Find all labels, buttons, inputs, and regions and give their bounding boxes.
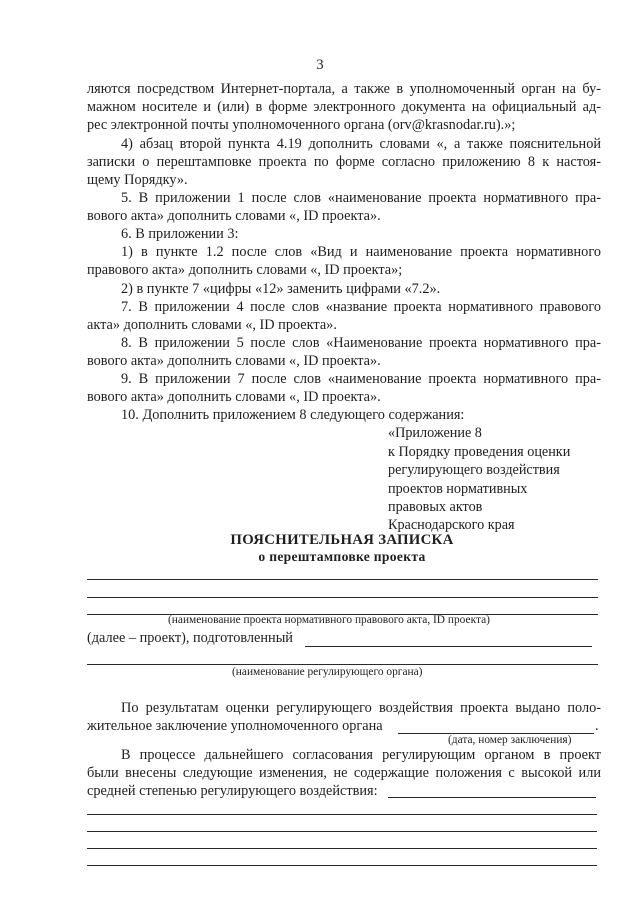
prepared-by-label: (далее – проект), подготовленный xyxy=(87,630,293,646)
result-line1: По результатам оценки регулирующего воздействия проекта выдано поло- xyxy=(121,700,601,716)
body-p1-line1: ляются посредством Интернет-портала, а также в уполномоченный орган на бу- xyxy=(87,81,601,97)
appendix-line6: Краснодарского края xyxy=(388,517,515,533)
body-p5-line2: правового акта» дополнить словами «, ID проекта»; xyxy=(87,262,403,278)
body-p3-line2: вового акта» дополнить словами «, ID проекта». xyxy=(87,208,381,224)
changes-line2: были внесены следующие изменения, не содержащие положения с высокой или xyxy=(87,765,601,781)
result-line2: жительное заключение уполномоченного органа xyxy=(87,718,383,734)
blank-line-changes-2[interactable] xyxy=(87,831,597,832)
body-p6-line1: 2) в пункте 7 «цифры «12» заменить цифрами «7.2». xyxy=(121,281,441,297)
blank-line-prepared-by[interactable] xyxy=(305,646,592,647)
body-p2-line1: 4) абзац второй пункта 4.19 дополнить словами «, а также пояснительной xyxy=(121,136,601,152)
blank-line-changes-1[interactable] xyxy=(87,814,597,815)
page-number: 3 xyxy=(316,57,324,73)
result-end-dot: . xyxy=(595,718,599,734)
blank-line-changes-4[interactable] xyxy=(87,865,597,866)
blank-line-organ[interactable] xyxy=(87,664,598,665)
changes-line3: средней степенью регулирующего воздействия: xyxy=(87,783,378,799)
blank-line-project-1[interactable] xyxy=(87,579,598,580)
blank-line-project-2[interactable] xyxy=(87,597,598,598)
body-p5-line1: 1) в пункте 1.2 после слов «Вид и наименование проекта нормативного xyxy=(121,244,601,260)
appendix-line4: проектов нормативных xyxy=(388,481,528,497)
appendix-line3: регулирующего воздействия xyxy=(388,462,560,478)
blank-line-changes-0[interactable] xyxy=(388,797,596,798)
caption-date: (дата, номер заключения) xyxy=(448,734,572,746)
blank-line-changes-3[interactable] xyxy=(87,848,597,849)
body-p2-line2: записки о перештамповке проекта по форме согласно приложению 8 к настоя- xyxy=(87,154,601,170)
caption-project: (наименование проекта нормативного правового акта, ID проекта) xyxy=(168,614,490,626)
changes-line1: В процессе дальнейшего согласования регулирующим органом в проект xyxy=(121,747,601,763)
note-title: ПОЯСНИТЕЛЬНАЯ ЗАПИСКА xyxy=(230,532,454,548)
note-subtitle: о перештамповке проекта xyxy=(258,549,426,564)
body-p4-line1: 6. В приложении 3: xyxy=(121,226,239,242)
body-p8-line2: вового акта» дополнить словами «, ID проекта». xyxy=(87,353,381,369)
body-p8-line1: 8. В приложении 5 после слов «Наименование проекта нормативного пра- xyxy=(121,335,601,351)
appendix-line5: правовых актов xyxy=(388,499,483,515)
appendix-line2: к Порядку проведения оценки xyxy=(388,444,571,460)
body-p1-line3: рес электронной почты уполномоченного органа (orv@krasnodar.ru).»; xyxy=(87,117,516,133)
appendix-line1: «Приложение 8 xyxy=(388,425,482,441)
body-p7-line2: акта» дополнить словами «, ID проекта». xyxy=(87,317,337,333)
caption-organ: (наименование регулирующего органа) xyxy=(232,666,423,678)
body-p10-line1: 10. Дополнить приложением 8 следующего содержания: xyxy=(121,407,465,423)
body-p2-line3: щему Порядку». xyxy=(87,172,188,188)
body-p3-line1: 5. В приложении 1 после слов «наименование проекта нормативного пра- xyxy=(121,190,601,206)
body-p9-line1: 9. В приложении 7 после слов «наименование проекта нормативного пра- xyxy=(121,371,601,387)
body-p9-line2: вового акта» дополнить словами «, ID проекта». xyxy=(87,389,381,405)
body-p1-line2: мажном носителе и (или) в форме электронного документа на официальный ад- xyxy=(87,99,601,115)
body-p7-line1: 7. В приложении 4 после слов «название проекта нормативного правового xyxy=(121,299,601,315)
